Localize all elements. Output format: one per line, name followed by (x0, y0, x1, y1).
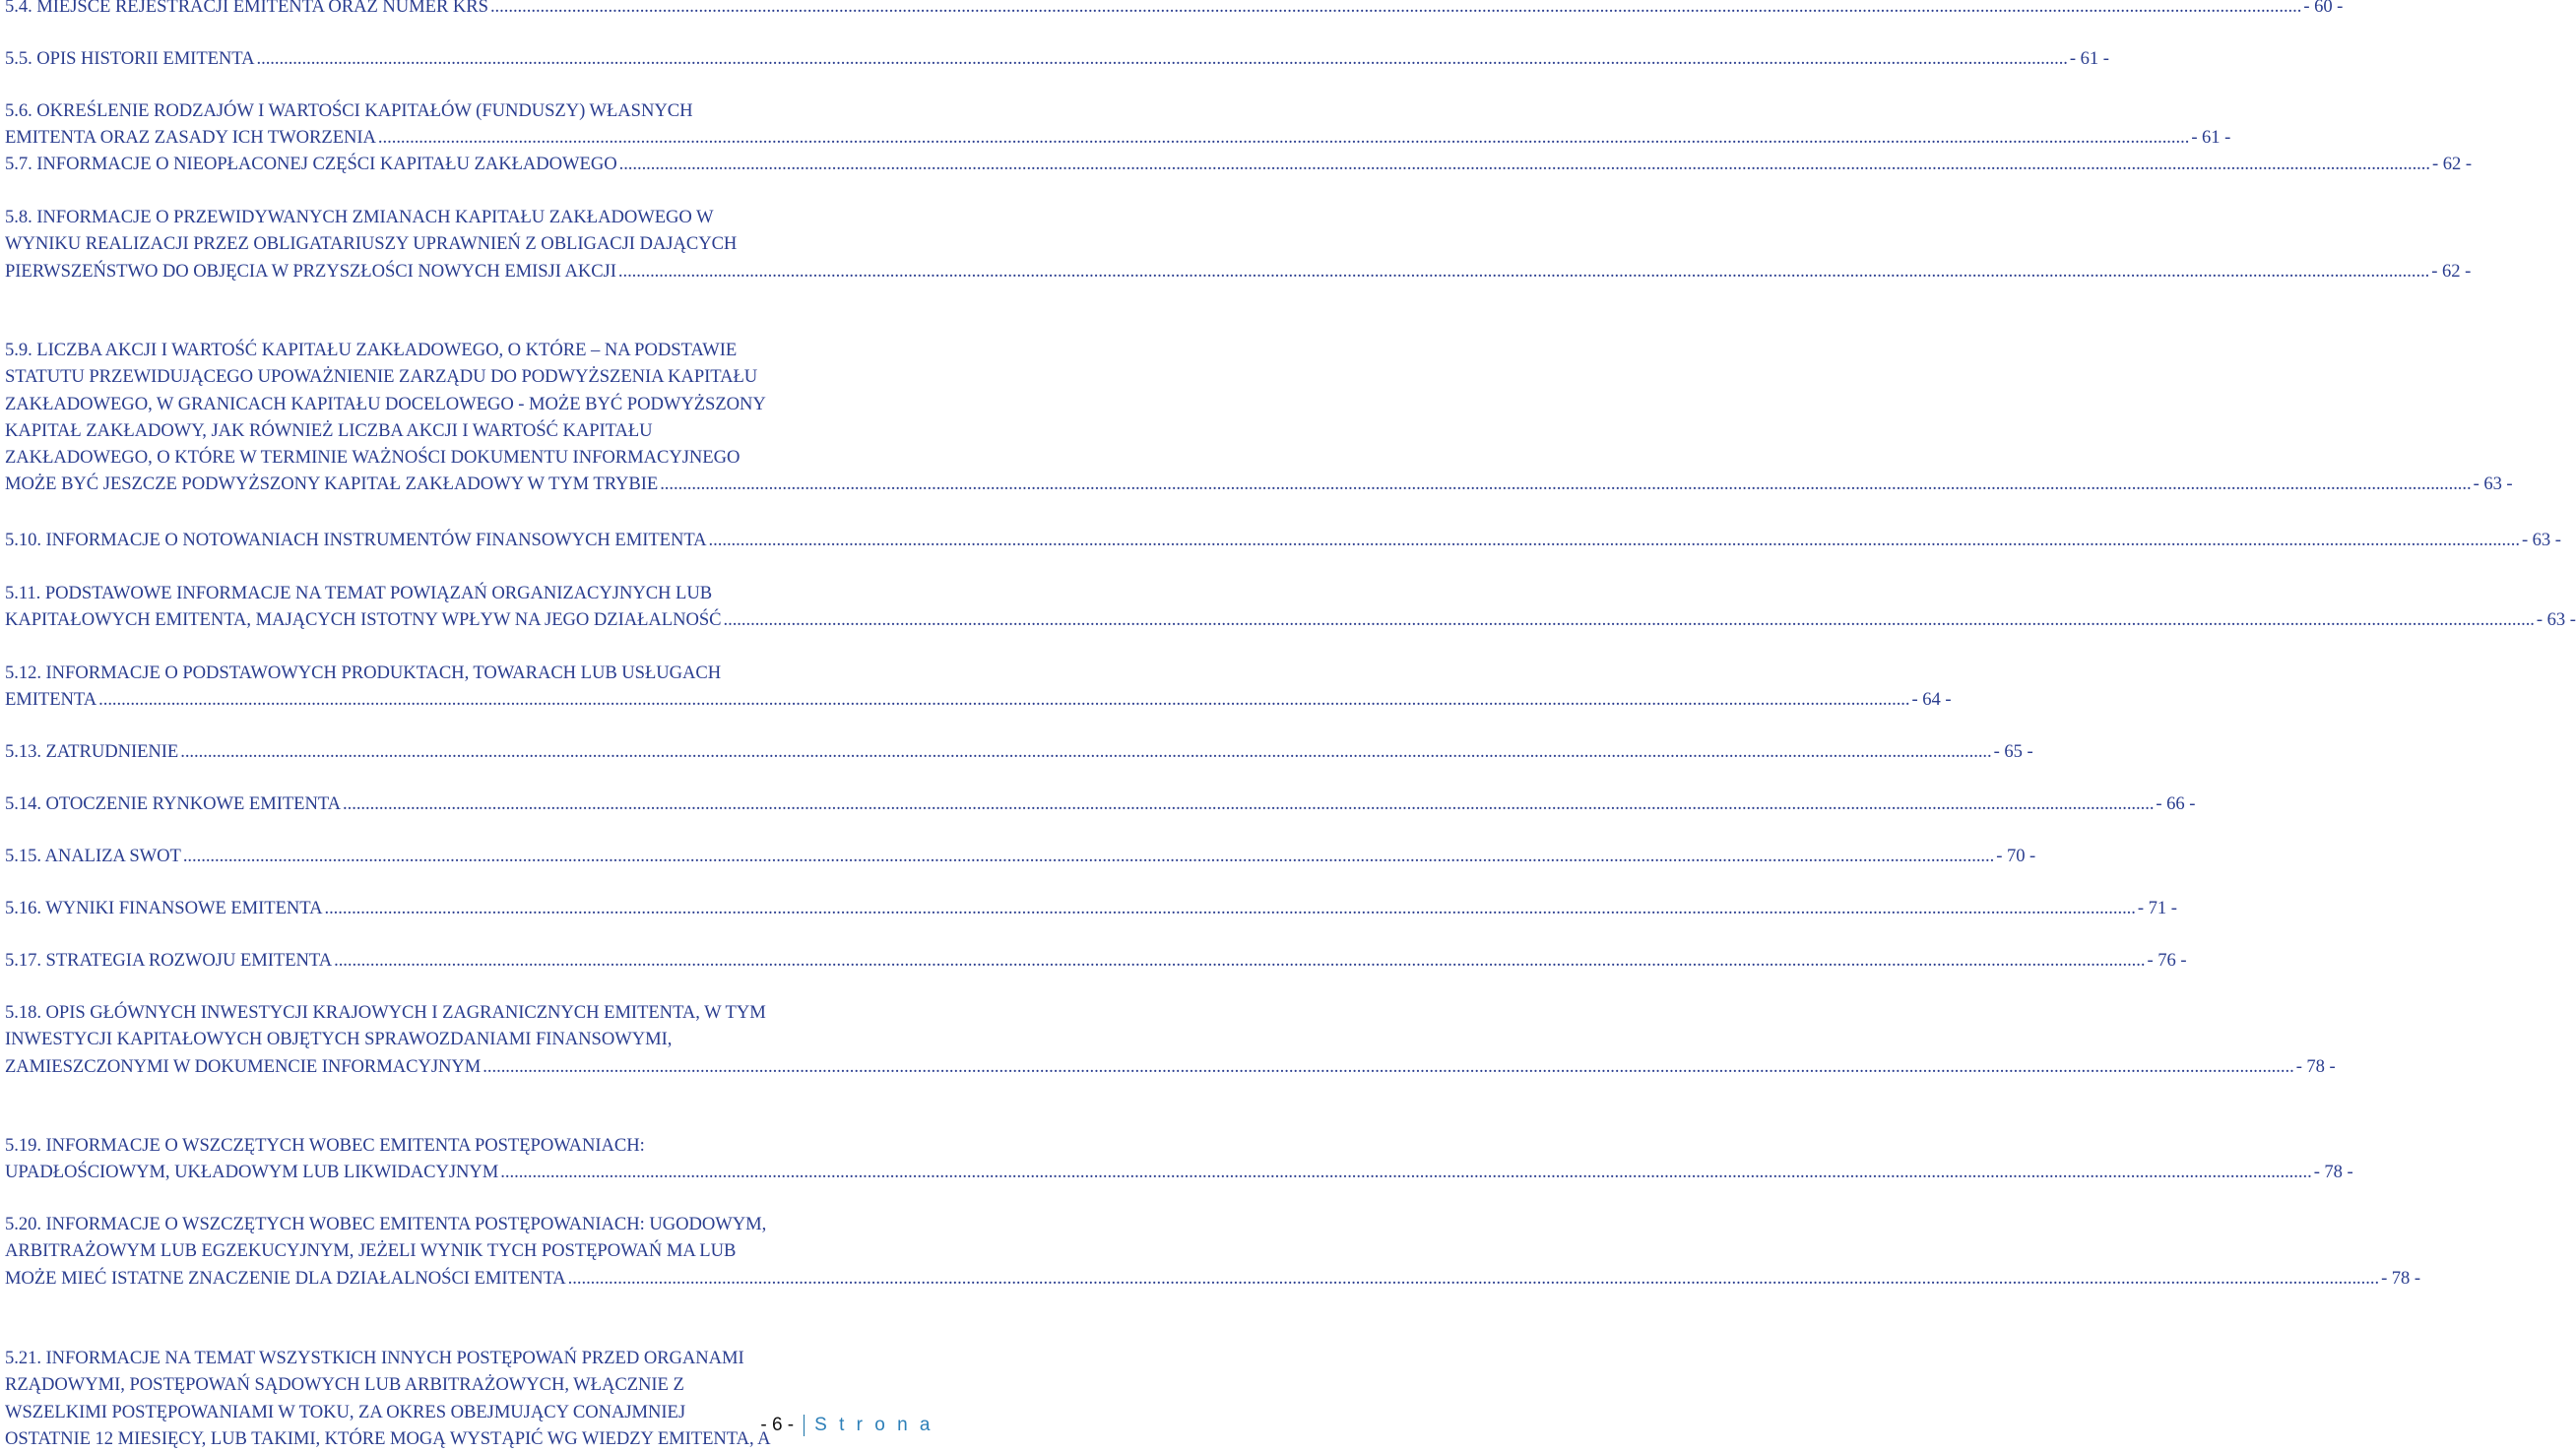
toc-entry-text: 5.21. INFORMACJE NA TEMAT WSZYSTKICH INNYCH POSTĘPOWAŃ PRZED ORGANAMI (5, 1348, 744, 1368)
toc-leader-dots: ................................................................................................................................................................................................................................................................................................................................................................................................................ (660, 473, 2472, 495)
toc-entry-text: ARBITRAŻOWYM LUB EGZEKUCYJNYM, JEŻELI WYNIK TYCH POSTĘPOWAŃ MA LUB (5, 1240, 737, 1262)
toc-entry-text: INWESTYCJI KAPITAŁOWYCH OBJĘTYCH SPRAWOZDANIAMI FINANSOWYMI, (5, 1029, 673, 1050)
toc-page-number: - 70 - (1996, 846, 2036, 866)
toc-leader-dots: ................................................................................................................................................................................................................................................................................................................................................................................................................ (567, 1267, 2380, 1289)
toc-entry-text: 5.5. OPIS HISTORII EMITENTA (5, 48, 255, 69)
toc-entry-text: EMITENTA ORAZ ZASADY ICH TWORZENIA (5, 127, 376, 149)
toc-entry-text: 5.11. PODSTAWOWE INFORMACJE NA TEMAT POWIĄZAŃ ORGANIZACYJNYCH LUB (5, 583, 713, 603)
toc-entry-line (5, 790, 2196, 817)
toc-entry[interactable] (5, 738, 2033, 765)
toc-leader-dots: ................................................................................................................................................................................................................................................................................................................................................................................................................ (377, 127, 2190, 149)
toc-entry-text: STATUTU PRZEWIDUJĄCEGO UPOWAŻNIENIE ZARZĄDU DO PODWYŻSZENIA KAPITAŁU (5, 366, 758, 388)
toc-entry-line (5, 1053, 2336, 1080)
toc-entry[interactable] (5, 1211, 2421, 1292)
toc-entry-text: ZAKŁADOWEGO, O KTÓRE W TERMINIE WAŻNOŚCI DOKUMENTU INFORMACYJNEGO (5, 447, 741, 469)
toc-leader-dots: ................................................................................................................................................................................................................................................................................................................................................................................................................ (324, 898, 2136, 918)
toc-entry-line (5, 895, 2177, 921)
toc-page-number: - 71 - (2137, 898, 2177, 918)
toc-leader-dots: ................................................................................................................................................................................................................................................................................................................................................................................................................ (343, 793, 2155, 814)
toc-page-number: - 61 - (2069, 48, 2109, 69)
toc-entry-text: ZAKŁADOWEGO, W GRANICACH KAPITAŁU DOCELOWEGO - MOŻE BYĆ PODWYŻSZONY (5, 393, 766, 414)
toc-page-number: - 63 - (2521, 530, 2561, 550)
footer-divider (804, 1415, 805, 1436)
toc-leader-dots: ................................................................................................................................................................................................................................................................................................................................................................................................................ (98, 689, 1910, 711)
toc-entry-line (5, 606, 2576, 633)
page-footer (760, 1414, 934, 1437)
toc-entry-text: 5.12. INFORMACJE O PODSTAWOWYCH PRODUKTACH, TOWARACH LUB USŁUGACH (5, 663, 722, 683)
toc-page-number: - 62 - (2431, 154, 2472, 174)
toc-entry[interactable] (5, 895, 2177, 921)
toc-page-number: - 78 - (2295, 1055, 2336, 1077)
toc-entry[interactable] (5, 843, 2036, 869)
toc-entry-text: OSTATNIE 12 MIESIĘCY, LUB TAKIMI, KTÓRE MOGĄ WYSTĄPIĆ WG WIEDZY EMITENTA, A (5, 1427, 771, 1449)
toc-entry[interactable] (5, 790, 2196, 817)
toc-page-number: - 63 - (2473, 473, 2513, 495)
toc-entry-text: 5.14. OTOCZENIE RYNKOWE EMITENTA (5, 793, 342, 814)
toc-entry-text: EMITENTA (5, 689, 97, 711)
toc-leader-dots: ................................................................................................................................................................................................................................................................................................................................................................................................................ (723, 609, 2535, 631)
toc-entry-text: 5.8. INFORMACJE O PRZEWIDYWANYCH ZMIANACH KAPITAŁU ZAKŁADOWEGO W (5, 207, 714, 227)
toc-entry-text: 5.17. STRATEGIA ROZWOJU EMITENTA (5, 950, 333, 971)
toc-entry-line (5, 0, 2344, 20)
toc-entry-text: 5.20. INFORMACJE O WSZCZĘTYCH WOBEC EMITENTA POSTĘPOWANIACH: UGODOWYM, (5, 1214, 767, 1234)
toc-page-number: - 61 - (2191, 127, 2231, 149)
toc-page-number: - 78 - (2381, 1267, 2421, 1289)
toc-page-number: - 63 - (2536, 609, 2576, 631)
toc-entry-line (5, 1265, 2421, 1292)
toc-entry[interactable] (5, 97, 2231, 152)
toc-entry-text: 5.6. OKREŚLENIE RODZAJÓW I WARTOŚCI KAPITAŁÓW (FUNDUSZY) WŁASNYCH (5, 100, 693, 121)
toc-entry-text: KAPITAŁOWYCH EMITENTA, MAJĄCYCH ISTOTNY WPŁYW NA JEGO DZIAŁALNOŚĆ (5, 609, 722, 631)
toc-leader-dots: ................................................................................................................................................................................................................................................................................................................................................................................................................ (483, 1055, 2294, 1077)
toc-entry-line (5, 151, 2472, 177)
toc-entry-text: MOŻE MIEĆ ISTATNE ZNACZENIE DLA DZIAŁALNOŚCI EMITENTA (5, 1267, 566, 1289)
toc-entry-text: ZAMIESZCZONYMI W DOKUMENCIE INFORMACYJNYM (5, 1055, 482, 1077)
toc-entry[interactable] (5, 204, 2472, 284)
toc-entry-text: 5.13. ZATRUDNIENIE (5, 741, 179, 762)
toc-entry-text: UPADŁOŚCIOWYM, UKŁADOWYM LUB LIKWIDACYJNYM (5, 1162, 499, 1183)
toc-page-number: - 76 - (2147, 950, 2187, 971)
toc-entry-text: MOŻE BYĆ JESZCZE PODWYŻSZONY KAPITAŁ ZAKŁADOWY W TYM TRYBIE (5, 473, 659, 495)
toc-entry-text: 5.4. MIEJSCE REJESTRACJI EMITENTA ORAZ NUMER KRS (5, 0, 488, 17)
toc-entry-text: 5.10. INFORMACJE O NOTOWANIACH INSTRUMENTÓW FINANSOWYCH EMITENTA (5, 530, 707, 550)
toc-entry[interactable] (5, 947, 2187, 974)
toc-leader-dots: ................................................................................................................................................................................................................................................................................................................................................................................................................ (618, 154, 2430, 174)
page-label: S t r o n a (814, 1415, 934, 1435)
toc-leader-dots: ................................................................................................................................................................................................................................................................................................................................................................................................................ (617, 260, 2430, 282)
toc-entry[interactable] (5, 527, 2561, 553)
toc-page-number: - 62 - (2431, 260, 2472, 282)
toc-entry-text: 5.7. INFORMACJE O NIEOPŁACONEJ CZĘŚCI KAPITAŁU ZAKŁADOWEGO (5, 154, 617, 174)
page-number: - 6 - (760, 1415, 795, 1435)
toc-leader-dots: ................................................................................................................................................................................................................................................................................................................................................................................................................ (489, 0, 2302, 17)
toc-entry[interactable] (5, 1132, 2353, 1186)
toc-entry-line (5, 45, 2109, 72)
toc-entry-text: RZĄDOWYMI, POSTĘPOWAŃ SĄDOWYCH LUB ARBITRAŻOWYCH, WŁĄCZNIE Z (5, 1374, 684, 1396)
toc-leader-dots: ................................................................................................................................................................................................................................................................................................................................................................................................................ (180, 741, 1992, 762)
toc-entry-line (5, 947, 2187, 974)
toc-entry-text: 5.18. OPIS GŁÓWNYCH INWESTYCJI KRAJOWYCH I ZAGRANICZNYCH EMITENTA, W TYM (5, 1002, 766, 1023)
toc-entry-line (5, 471, 2513, 497)
toc-leader-dots: ................................................................................................................................................................................................................................................................................................................................................................................................................ (334, 950, 2146, 971)
toc-leader-dots: ................................................................................................................................................................................................................................................................................................................................................................................................................ (182, 846, 1995, 866)
toc-leader-dots: ................................................................................................................................................................................................................................................................................................................................................................................................................ (500, 1162, 2312, 1183)
toc-entry-line (5, 527, 2561, 553)
toc-entry[interactable] (5, 0, 2344, 20)
toc-entry-text: KAPITAŁ ZAKŁADOWY, JAK RÓWNIEŻ LICZBA AKCJI I WARTOŚĆ KAPITAŁU (5, 419, 653, 441)
toc-entry[interactable] (5, 337, 2513, 498)
toc-entry-text: 5.16. WYNIKI FINANSOWE EMITENTA (5, 898, 323, 918)
toc-entry-line (5, 686, 1952, 713)
toc-entry[interactable] (5, 580, 2576, 634)
toc-entry-text: PIERWSZEŃSTWO DO OBJĘCIA W PRZYSZŁOŚCI NOWYCH EMISJI AKCJI (5, 260, 616, 282)
toc-entry-line (5, 843, 2036, 869)
toc-entry[interactable] (5, 45, 2109, 72)
toc-page-number: - 60 - (2303, 0, 2344, 17)
toc-page-number: - 64 - (1911, 689, 1952, 711)
toc-entry[interactable] (5, 660, 1952, 714)
toc-entry[interactable] (5, 151, 2472, 177)
toc-entry-line (5, 124, 2231, 151)
toc-entry-line (5, 738, 2033, 765)
toc-entry-text: 5.19. INFORMACJE O WSZCZĘTYCH WOBEC EMITENTA POSTĘPOWANIACH: (5, 1135, 645, 1156)
toc-leader-dots: ................................................................................................................................................................................................................................................................................................................................................................................................................ (256, 48, 2068, 69)
toc-page-number: - 66 - (2156, 793, 2196, 814)
toc-entry-text: WSZELKIMI POSTĘPOWANIAMI W TOKU, ZA OKRES OBEJMUJĄCY CONAJMNIEJ (5, 1401, 686, 1422)
toc-entry[interactable] (5, 999, 2336, 1080)
toc-entry-line (5, 1159, 2353, 1185)
toc-page-number: - 78 - (2313, 1162, 2353, 1183)
toc-leader-dots: ................................................................................................................................................................................................................................................................................................................................................................................................................ (708, 530, 2520, 550)
toc-entry-text: 5.15. ANALIZA SWOT (5, 846, 181, 866)
toc-entry-line (5, 258, 2472, 284)
toc-entry-text: WYNIKU REALIZACJI PRZEZ OBLIGATARIUSZY UPRAWNIEŃ Z OBLIGACJI DAJĄCYCH (5, 233, 738, 255)
toc-page-number: - 65 - (1993, 741, 2033, 762)
toc-entry-text: 5.9. LICZBA AKCJI I WARTOŚĆ KAPITAŁU ZAKŁADOWEGO, O KTÓRE – NA PODSTAWIE (5, 340, 738, 360)
